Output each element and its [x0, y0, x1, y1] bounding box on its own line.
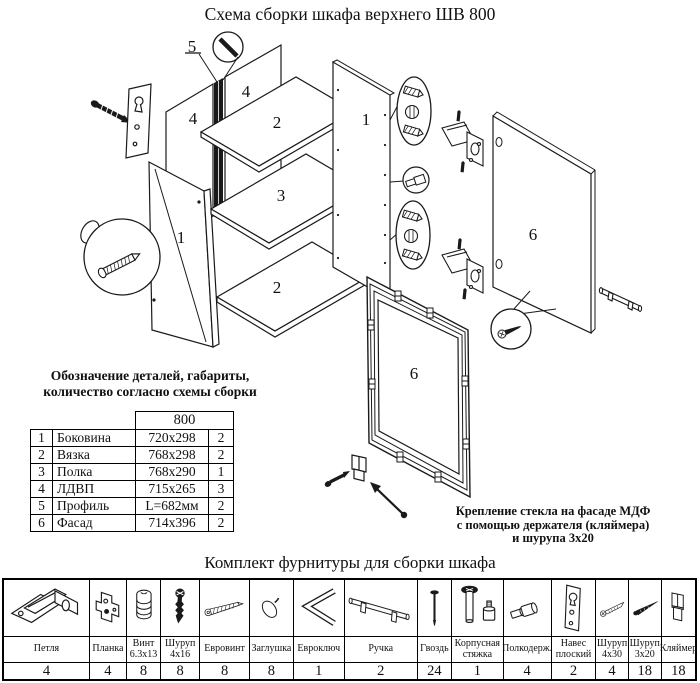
parts-header-spacer: [31, 412, 53, 430]
wall-screw-item: [90, 99, 132, 123]
parts-cell-name: Полка: [53, 464, 136, 481]
part-number-label: 3: [276, 186, 286, 205]
parts-cell-name: ЛДВП: [53, 481, 136, 498]
clip-screw-item: [324, 471, 350, 488]
hardware-item-name: Шуруп 4х30: [596, 637, 627, 663]
hardware-item-qty: 1: [473, 662, 481, 679]
parts-cell-name: Профиль: [53, 498, 136, 515]
hardware-item-name: Корпусная стяжка: [452, 637, 503, 663]
parts-heading-line1: Обозначение деталей, габариты,: [50, 368, 250, 383]
flat-hanger-icon: [552, 580, 596, 637]
note-line3: и шурупа 3х20: [512, 531, 594, 545]
hardware-item: [596, 580, 628, 679]
glass-clip-item: [352, 455, 366, 481]
parts-cell-size: 768х298: [136, 447, 209, 464]
parts-table-row: [31, 430, 234, 447]
screw-3x20-icon: [629, 580, 661, 637]
hardware-item-name: Заглушка: [250, 637, 293, 663]
handle-item: [599, 288, 641, 312]
parts-table: [30, 411, 234, 532]
parts-cell-name: Фасад: [53, 515, 136, 532]
hardware-item: [4, 580, 90, 679]
hardware-title: Комплект фурнитуры для сборки шкафа: [204, 553, 496, 572]
clip-icon: [662, 580, 695, 637]
hardware-item-name: Планка: [90, 637, 126, 663]
hardware-item-qty: 18: [671, 662, 686, 679]
parts-table-row: [31, 447, 234, 464]
part-number-label: 4: [241, 82, 251, 101]
parts-cell-num: 6: [31, 515, 53, 532]
hardware-item: [294, 580, 345, 679]
parts-heading-line2: количество согласно схемы сборки: [43, 384, 257, 399]
parts-cell-qty: 3: [209, 481, 234, 498]
parts-cell-qty: 2: [209, 515, 234, 532]
hardware-item-qty: 18: [637, 662, 652, 679]
part-number-label: 1: [361, 110, 371, 129]
parts-cell-size: 715х265: [136, 481, 209, 498]
hardware-item-name: Евровинт: [200, 637, 249, 663]
parts-cell-size: L=682мм: [136, 498, 209, 515]
note-arrow: [370, 482, 407, 518]
parts-header-spacer: [53, 412, 136, 430]
hardware-item-qty: 8: [267, 662, 276, 679]
part-number-label: 5: [187, 37, 197, 56]
part-number-label: 2: [272, 113, 282, 132]
parts-table-row: [31, 515, 234, 532]
hardware-item-qty: 8: [139, 662, 148, 679]
hex-key-icon: [294, 580, 344, 637]
hardware-item: [127, 580, 161, 679]
furniture-bolt-icon: [127, 580, 160, 637]
parts-cell-qty: 2: [209, 447, 234, 464]
parts-table-row: [31, 498, 234, 515]
nail-icon: [418, 580, 451, 637]
part-number-label: 6: [528, 225, 538, 244]
part-number-label: 6: [409, 364, 419, 383]
shelf-pin-callout: [403, 167, 429, 193]
screw-4x30-icon: [596, 580, 627, 637]
parts-cell-size: 720х298: [136, 430, 209, 447]
part-number-label: 4: [188, 109, 198, 128]
hardware-item-name: Евроключ: [294, 637, 344, 663]
hardware-item-qty: 4: [42, 662, 51, 679]
cam-bolt-icon: [452, 580, 503, 637]
hardware-item-qty: 4: [608, 662, 616, 679]
fastener-callout-bottom: [396, 201, 430, 269]
parts-cell-qty: 1: [209, 464, 234, 481]
facade-panel: [493, 112, 595, 333]
cap-icon: [250, 580, 293, 637]
glass-mount-note: [410, 505, 696, 546]
hardware-item-qty: 24: [427, 662, 442, 679]
flat-hanger-item: [126, 84, 151, 158]
hinge-item-top: [442, 122, 483, 166]
hardware-item-name: Ручка: [345, 637, 417, 663]
hardware-item: [452, 580, 504, 679]
parts-table-row: [31, 464, 234, 481]
parts-table-header-row: [31, 412, 234, 430]
hinge-item-bottom: [442, 249, 483, 293]
hardware-item: [345, 580, 418, 679]
page-title: Схема сборки шкафа верхнего ШВ 800: [204, 4, 496, 24]
hardware-item: [250, 580, 294, 679]
hardware-item: [90, 580, 127, 679]
hardware-item-name: Навес плоский: [552, 637, 596, 663]
side-panel-right: [333, 60, 404, 300]
hardware-item-qty: 8: [176, 662, 184, 679]
handle-icon: [345, 580, 417, 637]
parts-cell-num: 4: [31, 481, 53, 498]
parts-cell-qty: 2: [209, 498, 234, 515]
screw-4x16-icon: [161, 580, 199, 637]
mounting-plate-icon: [90, 580, 126, 637]
hardware-item-qty: 4: [523, 662, 531, 679]
parts-size-header: 800: [136, 412, 234, 430]
hardware-item-qty: 2: [569, 662, 578, 679]
hinge-icon: [4, 580, 89, 637]
note-line2: с помощью держателя (кляймера): [456, 517, 650, 532]
hardware-item-qty: 2: [377, 662, 385, 679]
parts-cell-size: 768х290: [136, 464, 209, 481]
part-number-label: 2: [272, 278, 282, 297]
profile-label-leader: [185, 53, 217, 82]
parts-cell-size: 714х396: [136, 515, 209, 532]
shelf-pin-icon: [504, 580, 551, 637]
part-number-label: 1: [176, 228, 186, 247]
glass-door-frame: [367, 277, 470, 497]
parts-cell-num: 1: [31, 430, 53, 447]
parts-cell-name: Боковина: [53, 430, 136, 447]
hardware-item-name: Полкодерж.: [504, 637, 551, 663]
hardware-item: [418, 580, 452, 679]
parts-cell-num: 2: [31, 447, 53, 464]
hardware-item-name: Шуруп 3х20: [629, 637, 661, 663]
parts-list-heading: [28, 368, 272, 400]
hardware-item-name: Кляймер: [662, 637, 695, 663]
note-line1: Крепление стекла на фасаде МДФ: [455, 504, 651, 518]
hardware-item-qty: 8: [220, 662, 229, 679]
fastener-callout-top: [397, 77, 431, 145]
parts-cell-num: 5: [31, 498, 53, 515]
hardware-item-qty: 1: [315, 662, 323, 679]
confirmat-callout: [77, 218, 160, 295]
parts-cell-name: Вязка: [53, 447, 136, 464]
hardware-item: [552, 580, 597, 679]
parts-table-row: [31, 481, 234, 498]
hardware-item-name: Шуруп 4х16: [161, 637, 199, 663]
hardware-item-qty: 4: [104, 662, 112, 679]
hardware-table: [2, 578, 697, 681]
hardware-item: [200, 580, 250, 679]
hardware-item-name: Гвоздь: [418, 637, 451, 663]
hardware-item-name: Винт 6.3х13: [127, 637, 160, 663]
hardware-item-name: Петля: [4, 637, 89, 663]
hardware-item: [629, 580, 662, 679]
parts-cell-qty: 2: [209, 430, 234, 447]
hardware-item: [504, 580, 552, 679]
hardware-item: [659, 580, 698, 679]
confirmat-icon: [200, 580, 249, 637]
hardware-item: [161, 580, 200, 679]
parts-cell-num: 3: [31, 464, 53, 481]
